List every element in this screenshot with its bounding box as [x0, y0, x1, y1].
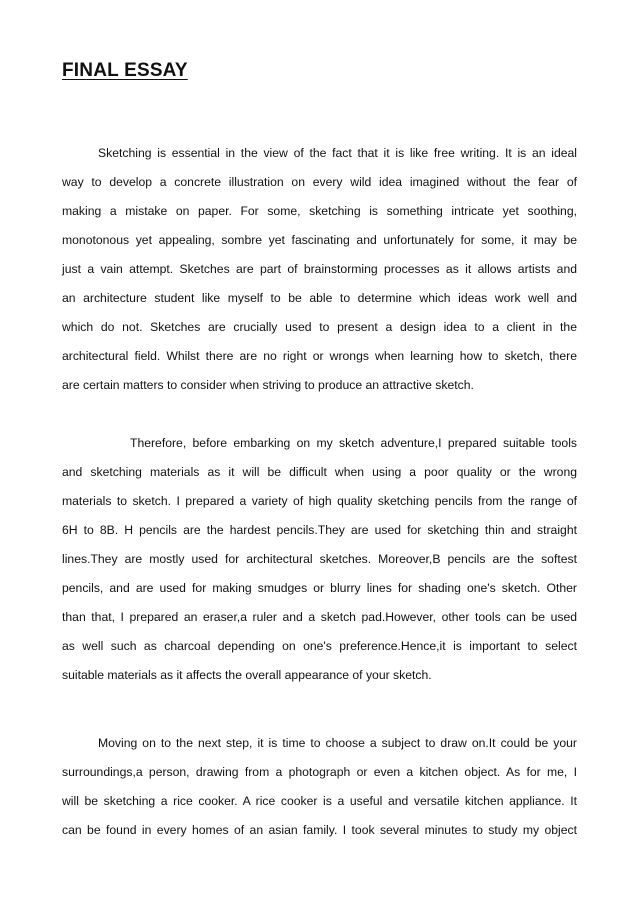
paragraph-line: pencils, and are used for making smudges or blurry lines for shading one's sketch. Other — [62, 581, 577, 595]
paragraph-line: than that, I prepared an eraser,a ruler and a sketch pad.However, other tools can be used — [62, 610, 577, 624]
paragraph-line: as well such as charcoal depending on one's preference.Hence,it is important to select — [62, 639, 577, 653]
paragraph-line: which do not. Sketches are crucially used to present a design idea to a client in the — [62, 320, 577, 334]
paragraph-line: making a mistake on paper. For some, sketching is something intricate yet soothing, — [62, 204, 577, 218]
paragraph-line: will be sketching a rice cooker. A rice cooker is a useful and versatile kitchen appliance. It — [62, 794, 577, 808]
paragraph-line: Moving on to the next step, it is time to choose a subject to draw on.It could be your — [98, 736, 577, 750]
paragraph-line: 6H to 8B. H pencils are the hardest pencils.They are used for sketching thin and straight — [62, 523, 577, 537]
paragraph-line: are certain matters to consider when striving to produce an attractive sketch. — [62, 378, 474, 392]
paragraph-line: surroundings,a person, drawing from a photograph or even a kitchen object. As for me, I — [62, 765, 577, 779]
paragraph-line: Sketching is essential in the view of the fact that it is like free writing. It is an ideal — [98, 146, 577, 160]
paragraph-line: monotonous yet appealing, sombre yet fascinating and unfortunately for some, it may be — [62, 233, 577, 247]
paragraph-line: and sketching materials as it will be difficult when using a poor quality or the wrong — [62, 465, 577, 479]
essay-title: FINAL ESSAY — [62, 60, 188, 81]
paragraph-line: suitable materials as it affects the overall appearance of your sketch. — [62, 668, 432, 682]
paragraph-line: can be found in every homes of an asian family. I took several minutes to study my object — [62, 823, 577, 837]
paragraph-line: an architecture student like myself to be able to determine which ideas work well and — [62, 291, 577, 305]
paragraph-line: Therefore, before embarking on my sketch adventure,I prepared suitable tools — [130, 436, 577, 450]
paragraph-line: architectural field. Whilst there are no right or wrongs when learning how to sketch, there — [62, 349, 577, 363]
paragraph-line: lines.They are mostly used for architectural sketches. Moreover,B pencils are the softest — [62, 552, 577, 566]
paragraph-line: way to develop a concrete illustration on every wild idea imagined without the fear of — [62, 175, 577, 189]
paragraph-line: materials to sketch. I prepared a variety of high quality sketching pencils from the range of — [62, 494, 577, 508]
paragraph-line: just a vain attempt. Sketches are part of brainstorming processes as it allows artists and — [62, 262, 577, 276]
